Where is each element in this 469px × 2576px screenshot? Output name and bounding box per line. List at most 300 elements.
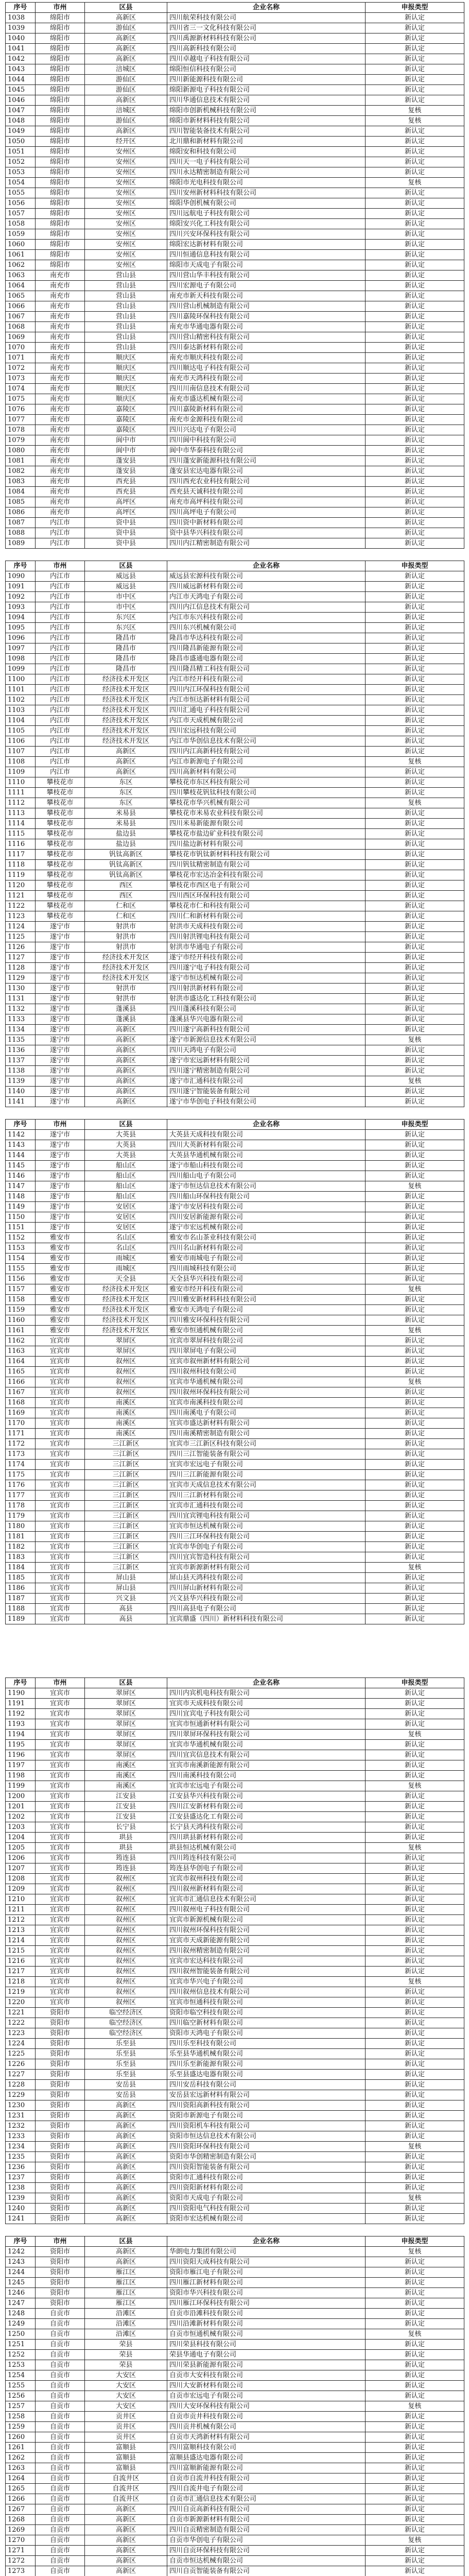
district-cell: 高新区 xyxy=(85,2111,167,2121)
city-cell: 绵阳市 xyxy=(36,44,85,54)
application-type-cell: 新认定 xyxy=(366,1791,464,1802)
serial-number-cell: 1079 xyxy=(6,435,36,446)
district-cell: 安州区 xyxy=(85,167,167,178)
serial-number-cell: 1043 xyxy=(6,64,36,75)
city-cell: 宜宾市 xyxy=(36,1740,85,1750)
company-name-cell: 四川卓越电子科技有限公司 xyxy=(167,54,366,64)
district-cell: 江安县 xyxy=(85,1812,167,1822)
table-row xyxy=(6,2329,464,2340)
table-row xyxy=(6,757,464,767)
table-row xyxy=(6,2267,464,2278)
district-cell: 资中县 xyxy=(85,518,167,528)
application-type-cell: 新认定 xyxy=(366,23,464,33)
city-cell: 绵阳市 xyxy=(36,188,85,198)
serial-number-cell: 1084 xyxy=(6,487,36,497)
company-name-cell: 威远县宏源科技有限公司 xyxy=(167,571,366,582)
company-name-cell: 雅安市恒通机械有限公司 xyxy=(167,1326,366,1336)
serial-number-cell: 1266 xyxy=(6,2494,36,2504)
city-cell: 遂宁市 xyxy=(36,1140,85,1150)
table-row xyxy=(6,2443,464,2453)
table-row xyxy=(6,178,464,188)
company-name-cell: 宜宾市恒通新材料有限公司 xyxy=(167,1719,366,1730)
company-name-cell: 四川宏源电子有限公司 xyxy=(167,281,366,291)
table-row xyxy=(6,1874,464,1884)
company-name-cell: 绵阳市光电科技有限公司 xyxy=(167,178,366,188)
serial-number-cell: 1175 xyxy=(6,1470,36,1480)
company-name-cell: 四川资阳电气科技有限公司 xyxy=(167,2204,366,2214)
company-name-cell: 攀枝花市东区科技有限公司 xyxy=(167,777,366,788)
district-cell: 高新区 xyxy=(85,33,167,44)
district-cell: 高新区 xyxy=(85,1066,167,1076)
application-type-cell: 新认定 xyxy=(366,2204,464,2214)
application-type-cell: 新认定 xyxy=(366,2350,464,2360)
serial-number-cell: 1053 xyxy=(6,167,36,178)
table-row xyxy=(6,2131,464,2142)
serial-number-cell: 1101 xyxy=(6,685,36,695)
application-type-cell: 新认定 xyxy=(366,2257,464,2267)
district-cell: 叙州区 xyxy=(85,1905,167,1915)
application-type-cell: 复核 xyxy=(366,2142,464,2152)
city-cell: 遂宁市 xyxy=(36,973,85,984)
company-name-cell: 四川钒钛精密制造有限公司 xyxy=(167,860,366,870)
serial-number-cell: 1183 xyxy=(6,1552,36,1563)
table-row xyxy=(6,1730,464,1740)
serial-number-cell: 1224 xyxy=(6,2039,36,2049)
table-row xyxy=(6,2183,464,2193)
city-cell: 绵阳市 xyxy=(36,157,85,167)
serial-number-cell: 1216 xyxy=(6,1956,36,1967)
company-name-cell: 四川内江信息技术有限公司 xyxy=(167,602,366,613)
application-type-cell: 新认定 xyxy=(366,1056,464,1066)
serial-number-cell: 1166 xyxy=(6,1377,36,1387)
application-type-cell: 新认定 xyxy=(366,2391,464,2401)
serial-number-cell: 1060 xyxy=(6,240,36,250)
application-type-cell: 新认定 xyxy=(366,726,464,736)
district-cell: 顺庆区 xyxy=(85,374,167,384)
table-row xyxy=(6,240,464,250)
city-cell: 绵阳市 xyxy=(36,250,85,260)
city-cell: 绵阳市 xyxy=(36,33,85,44)
serial-number-cell: 1090 xyxy=(6,571,36,582)
application-type-cell: 新认定 xyxy=(366,747,464,757)
header-company-name: 企业名称 xyxy=(167,1678,366,1688)
company-name-cell: 内江市天鸿电子有限公司 xyxy=(167,592,366,602)
district-cell: 富顺县 xyxy=(85,2453,167,2463)
application-type-cell: 新认定 xyxy=(366,2412,464,2422)
serial-number-cell: 1069 xyxy=(6,332,36,343)
header-row xyxy=(6,2236,464,2247)
header-district: 区县 xyxy=(85,1120,167,1130)
district-cell: 经济技术开发区 xyxy=(85,1305,167,1315)
serial-number-cell: 1206 xyxy=(6,1853,36,1863)
district-cell: 大英县 xyxy=(85,1130,167,1140)
district-cell: 沿滩区 xyxy=(85,2319,167,2329)
city-cell: 南充市 xyxy=(36,363,85,374)
company-name-cell: 四川珙县新材料有限公司 xyxy=(167,1833,366,1843)
district-cell: 高新区 xyxy=(85,2204,167,2214)
city-cell: 宜宾市 xyxy=(36,1449,85,1460)
application-type-cell: 复核 xyxy=(366,2193,464,2204)
serial-number-cell: 1088 xyxy=(6,528,36,538)
application-type-cell: 新认定 xyxy=(366,1956,464,1967)
company-name-cell: 华朗电力集团有限公司 xyxy=(167,2247,366,2257)
enterprise-table xyxy=(5,2,464,549)
city-cell: 自贡市 xyxy=(36,2370,85,2381)
application-type-cell: 新认定 xyxy=(366,2566,464,2576)
district-cell: 乐至县 xyxy=(85,2049,167,2059)
company-name-cell: 攀枝花市宏达冶金科技有限公司 xyxy=(167,870,366,880)
serial-number-cell: 1042 xyxy=(6,54,36,64)
city-cell: 自贡市 xyxy=(36,2494,85,2504)
serial-number-cell: 1235 xyxy=(6,2152,36,2162)
district-cell: 经济技术开发区 xyxy=(85,726,167,736)
city-cell: 绵阳市 xyxy=(36,178,85,188)
serial-number-cell: 1093 xyxy=(6,602,36,613)
city-cell: 南充市 xyxy=(36,456,85,466)
serial-number-cell: 1219 xyxy=(6,1987,36,1997)
serial-number-cell: 1270 xyxy=(6,2535,36,2546)
application-type-cell: 复核 xyxy=(366,1326,464,1336)
serial-number-cell: 1252 xyxy=(6,2350,36,2360)
serial-number-cell: 1226 xyxy=(6,2059,36,2070)
table-row xyxy=(6,1418,464,1429)
serial-number-cell: 1089 xyxy=(6,538,36,549)
table-row xyxy=(6,1087,464,1097)
company-name-cell: 四川资阳智能装备有限公司 xyxy=(167,2162,366,2173)
table-row xyxy=(6,1233,464,1243)
table-row xyxy=(6,1812,464,1822)
serial-number-cell: 1261 xyxy=(6,2443,36,2453)
application-type-cell: 新认定 xyxy=(366,2298,464,2309)
application-type-cell: 新认定 xyxy=(366,2370,464,2381)
table-row xyxy=(6,1511,464,1521)
city-cell: 宜宾市 xyxy=(36,1521,85,1532)
table-row xyxy=(6,2059,464,2070)
city-cell: 攀枝花市 xyxy=(36,788,85,798)
city-cell: 资阳市 xyxy=(36,2204,85,2214)
table-row xyxy=(6,291,464,301)
city-cell: 绵阳市 xyxy=(36,147,85,157)
header-application-type: 申报类型 xyxy=(366,1120,464,1130)
district-cell: 高新区 xyxy=(85,2173,167,2183)
application-type-cell: 新认定 xyxy=(366,1014,464,1025)
application-type-cell: 复核 xyxy=(366,1781,464,1791)
district-cell: 安州区 xyxy=(85,219,167,229)
serial-number-cell: 1262 xyxy=(6,2453,36,2463)
serial-number-cell: 1150 xyxy=(6,1212,36,1223)
city-cell: 宜宾市 xyxy=(36,1853,85,1863)
district-cell: 蓬安县 xyxy=(85,466,167,477)
application-type-cell: 新认定 xyxy=(366,2515,464,2525)
city-cell: 自贡市 xyxy=(36,2525,85,2535)
district-cell: 三江新区 xyxy=(85,1511,167,1521)
company-name-cell: 四川内江高新科技有限公司 xyxy=(167,747,366,757)
company-name-cell: 四川南溪科技有限公司 xyxy=(167,1771,366,1781)
serial-number-cell: 1146 xyxy=(6,1171,36,1181)
application-type-cell: 新认定 xyxy=(366,2288,464,2298)
district-cell: 翠屏区 xyxy=(85,1709,167,1719)
serial-number-cell: 1195 xyxy=(6,1740,36,1750)
serial-number-cell: 1075 xyxy=(6,394,36,404)
city-cell: 宜宾市 xyxy=(36,1822,85,1833)
district-cell: 南溪区 xyxy=(85,1398,167,1408)
serial-number-cell: 1127 xyxy=(6,953,36,963)
company-name-cell: 自贡市沿滩科技有限公司 xyxy=(167,2309,366,2319)
table-row xyxy=(6,1936,464,1946)
company-name-cell: 宜宾市天成信息技术有限公司 xyxy=(167,1480,366,1490)
district-cell: 营山县 xyxy=(85,301,167,312)
company-name-cell: 绵阳市创新机械科技有限公司 xyxy=(167,106,366,116)
district-cell: 经济技术开发区 xyxy=(85,674,167,685)
application-type-cell: 新认定 xyxy=(366,1740,464,1750)
application-type-cell: 新认定 xyxy=(366,137,464,147)
application-type-cell: 新认定 xyxy=(366,1264,464,1274)
city-cell: 内江市 xyxy=(36,716,85,726)
serial-number-cell: 1038 xyxy=(6,13,36,23)
serial-number-cell: 1040 xyxy=(6,33,36,44)
serial-number-cell: 1269 xyxy=(6,2525,36,2535)
serial-number-cell: 1102 xyxy=(6,695,36,705)
application-type-cell: 新认定 xyxy=(366,1604,464,1614)
table-row xyxy=(6,1967,464,1977)
district-cell: 叙州区 xyxy=(85,1874,167,1884)
table-row xyxy=(6,2535,464,2546)
district-cell: 长宁县 xyxy=(85,1822,167,1833)
district-cell: 高新区 xyxy=(85,2142,167,2152)
company-name-cell: 攀枝花市盐边矿业科技有限公司 xyxy=(167,829,366,839)
table-row xyxy=(6,1223,464,1233)
city-cell: 自贡市 xyxy=(36,2504,85,2515)
application-type-cell: 新认定 xyxy=(366,487,464,497)
serial-number-cell: 1210 xyxy=(6,1894,36,1905)
serial-number-cell: 1087 xyxy=(6,518,36,528)
table-row xyxy=(6,850,464,860)
city-cell: 宜宾市 xyxy=(36,1884,85,1894)
application-type-cell: 新认定 xyxy=(366,2111,464,2121)
application-type-cell: 新认定 xyxy=(366,870,464,880)
table-row xyxy=(6,209,464,219)
city-cell: 资阳市 xyxy=(36,2039,85,2049)
city-cell: 资阳市 xyxy=(36,2298,85,2309)
district-cell: 翠屏区 xyxy=(85,1336,167,1346)
company-name-cell: 筠连县华创电子有限公司 xyxy=(167,1863,366,1874)
table-row xyxy=(6,685,464,695)
serial-number-cell: 1272 xyxy=(6,2556,36,2566)
company-name-cell: 遂宁市恒达信息技术有限公司 xyxy=(167,1181,366,1192)
serial-number-cell: 1236 xyxy=(6,2162,36,2173)
serial-number-cell: 1128 xyxy=(6,963,36,973)
application-type-cell: 新认定 xyxy=(366,633,464,643)
header-serial-number: 序号 xyxy=(6,1678,36,1688)
city-cell: 宜宾市 xyxy=(36,1946,85,1956)
district-cell: 阆中市 xyxy=(85,446,167,456)
city-cell: 遂宁市 xyxy=(36,1035,85,1045)
company-name-cell: 自贡市天鸿新材料有限公司 xyxy=(167,2432,366,2443)
city-cell: 绵阳市 xyxy=(36,198,85,209)
table-row xyxy=(6,95,464,106)
city-cell: 宜宾市 xyxy=(36,1367,85,1377)
district-cell: 翠屏区 xyxy=(85,1740,167,1750)
application-type-cell: 新认定 xyxy=(366,623,464,633)
company-name-cell: 四川自贡环保科技有限公司 xyxy=(167,2546,366,2556)
header-application-type: 申报类型 xyxy=(366,1678,464,1688)
application-type-cell: 新认定 xyxy=(366,695,464,705)
company-name-cell: 四川名山新材料有限公司 xyxy=(167,1243,366,1253)
table-row xyxy=(6,75,464,85)
serial-number-cell: 1049 xyxy=(6,126,36,137)
company-name-cell: 四川船山电子有限公司 xyxy=(167,1171,366,1181)
serial-number-cell: 1213 xyxy=(6,1925,36,1936)
serial-number-cell: 1184 xyxy=(6,1563,36,1573)
city-cell: 南充市 xyxy=(36,312,85,322)
city-cell: 遂宁市 xyxy=(36,1097,85,1107)
company-name-cell: 自贡市恒达机械有限公司 xyxy=(167,2556,366,2566)
district-cell: 营山县 xyxy=(85,281,167,291)
district-cell: 涪城区 xyxy=(85,64,167,75)
serial-number-cell: 1157 xyxy=(6,1284,36,1295)
serial-number-cell: 1243 xyxy=(6,2257,36,2267)
application-type-cell: 新认定 xyxy=(366,592,464,602)
district-cell: 高新区 xyxy=(85,2546,167,2556)
company-name-cell: 四川顺达电子科技有限公司 xyxy=(167,363,366,374)
company-name-cell: 宜宾鼎盛（四川）新材料科技有限公司 xyxy=(167,1614,366,1624)
city-cell: 自贡市 xyxy=(36,2319,85,2329)
serial-number-cell: 1126 xyxy=(6,942,36,953)
district-cell: 米易县 xyxy=(85,808,167,819)
serial-number-cell: 1229 xyxy=(6,2090,36,2100)
company-name-cell: 南充市天鸿科技有限公司 xyxy=(167,374,366,384)
serial-number-cell: 1192 xyxy=(6,1709,36,1719)
company-name-cell: 四川临空新材料有限公司 xyxy=(167,2018,366,2028)
district-cell: 大英县 xyxy=(85,1140,167,1150)
serial-number-cell: 1207 xyxy=(6,1863,36,1874)
serial-number-cell: 1182 xyxy=(6,1542,36,1552)
serial-number-cell: 1190 xyxy=(6,1688,36,1699)
serial-number-cell: 1063 xyxy=(6,270,36,281)
serial-number-cell: 1258 xyxy=(6,2412,36,2422)
application-type-cell: 新认定 xyxy=(366,1709,464,1719)
serial-number-cell: 1191 xyxy=(6,1699,36,1709)
table-row xyxy=(6,487,464,497)
serial-number-cell: 1245 xyxy=(6,2278,36,2288)
application-type-cell: 新认定 xyxy=(366,736,464,747)
table-row xyxy=(6,2412,464,2422)
serial-number-cell: 1257 xyxy=(6,2401,36,2412)
table-row xyxy=(6,147,464,157)
city-cell: 资阳市 xyxy=(36,2028,85,2039)
application-type-cell: 新认定 xyxy=(366,788,464,798)
application-type-cell: 新认定 xyxy=(366,2183,464,2193)
application-type-cell: 复核 xyxy=(366,2401,464,2412)
table-row xyxy=(6,798,464,808)
serial-number-cell: 1058 xyxy=(6,219,36,229)
district-cell: 经济技术开发区 xyxy=(85,1295,167,1305)
city-cell: 宜宾市 xyxy=(36,1833,85,1843)
serial-number-cell: 1211 xyxy=(6,1905,36,1915)
company-name-cell: 南充市顺庆科技有限公司 xyxy=(167,353,366,363)
district-cell: 仁和区 xyxy=(85,911,167,922)
city-cell: 遂宁市 xyxy=(36,1076,85,1087)
table-row xyxy=(6,518,464,528)
city-cell: 宜宾市 xyxy=(36,1460,85,1470)
application-type-cell: 新认定 xyxy=(366,777,464,788)
company-name-cell: 四川资阳环保科技有限公司 xyxy=(167,2142,366,2152)
application-type-cell: 新认定 xyxy=(366,157,464,167)
application-type-cell: 新认定 xyxy=(366,1833,464,1843)
company-name-cell: 宜宾市翠屏科技有限公司 xyxy=(167,1336,366,1346)
serial-number-cell: 1137 xyxy=(6,1056,36,1066)
table-row xyxy=(6,1140,464,1150)
company-name-cell: 资阳市宏达机械有限公司 xyxy=(167,2214,366,2224)
serial-number-cell: 1256 xyxy=(6,2391,36,2401)
city-cell: 攀枝花市 xyxy=(36,891,85,901)
district-cell: 自流井区 xyxy=(85,2484,167,2494)
city-cell: 遂宁市 xyxy=(36,1202,85,1212)
company-name-cell: 宜宾市恒通科技有限公司 xyxy=(167,1997,366,2008)
application-type-cell: 新认定 xyxy=(366,613,464,623)
company-name-cell: 四川荣县新能源有限公司 xyxy=(167,2360,366,2370)
company-name-cell: 四川雅安新材料科技有限公司 xyxy=(167,1295,366,1305)
district-cell: 高新区 xyxy=(85,13,167,23)
city-cell: 资阳市 xyxy=(36,2152,85,2162)
city-cell: 绵阳市 xyxy=(36,240,85,250)
city-cell: 遂宁市 xyxy=(36,1192,85,1202)
company-name-cell: 四川大英新材料有限公司 xyxy=(167,1140,366,1150)
district-cell: 东兴区 xyxy=(85,623,167,633)
table-row xyxy=(6,922,464,932)
table-row xyxy=(6,2008,464,2018)
application-type-cell: 新认定 xyxy=(366,1812,464,1822)
application-type-cell: 新认定 xyxy=(366,1243,464,1253)
company-name-cell: 四川自贡精密制造有限公司 xyxy=(167,2525,366,2535)
application-type-cell: 新认定 xyxy=(366,932,464,942)
table-row xyxy=(6,13,464,23)
district-cell: 顺庆区 xyxy=(85,384,167,394)
district-cell: 珙县 xyxy=(85,1833,167,1843)
serial-number-cell: 1116 xyxy=(6,839,36,850)
header-district: 区县 xyxy=(85,1678,167,1688)
company-name-cell: 蓬安县宏达电器有限公司 xyxy=(167,466,366,477)
city-cell: 雅安市 xyxy=(36,1284,85,1295)
city-cell: 遂宁市 xyxy=(36,1014,85,1025)
district-cell: 船山区 xyxy=(85,1192,167,1202)
table-row xyxy=(6,1977,464,1987)
application-type-cell: 新认定 xyxy=(366,404,464,415)
district-cell: 高新区 xyxy=(85,757,167,767)
district-cell: 经济技术开发区 xyxy=(85,695,167,705)
table-row xyxy=(6,1460,464,1470)
application-type-cell: 新认定 xyxy=(366,2100,464,2111)
table-row xyxy=(6,571,464,582)
district-cell: 贡井区 xyxy=(85,2432,167,2443)
company-name-cell: 江安县华兴科技有限公司 xyxy=(167,1791,366,1802)
serial-number-cell: 1115 xyxy=(6,829,36,839)
table-row xyxy=(6,1997,464,2008)
application-type-cell: 新认定 xyxy=(366,953,464,963)
table-row xyxy=(6,1699,464,1709)
city-cell: 遂宁市 xyxy=(36,922,85,932)
company-name-cell: 四川三江智能装备有限公司 xyxy=(167,1449,366,1460)
serial-number-cell: 1199 xyxy=(6,1781,36,1791)
city-cell: 资阳市 xyxy=(36,2080,85,2090)
city-cell: 资阳市 xyxy=(36,2214,85,2224)
district-cell: 临空经济区 xyxy=(85,2018,167,2028)
district-cell: 隆昌市 xyxy=(85,654,167,664)
district-cell: 叙州区 xyxy=(85,1884,167,1894)
header-serial-number: 序号 xyxy=(6,2236,36,2247)
serial-number-cell: 1162 xyxy=(6,1336,36,1346)
district-cell: 翠屏区 xyxy=(85,1346,167,1357)
